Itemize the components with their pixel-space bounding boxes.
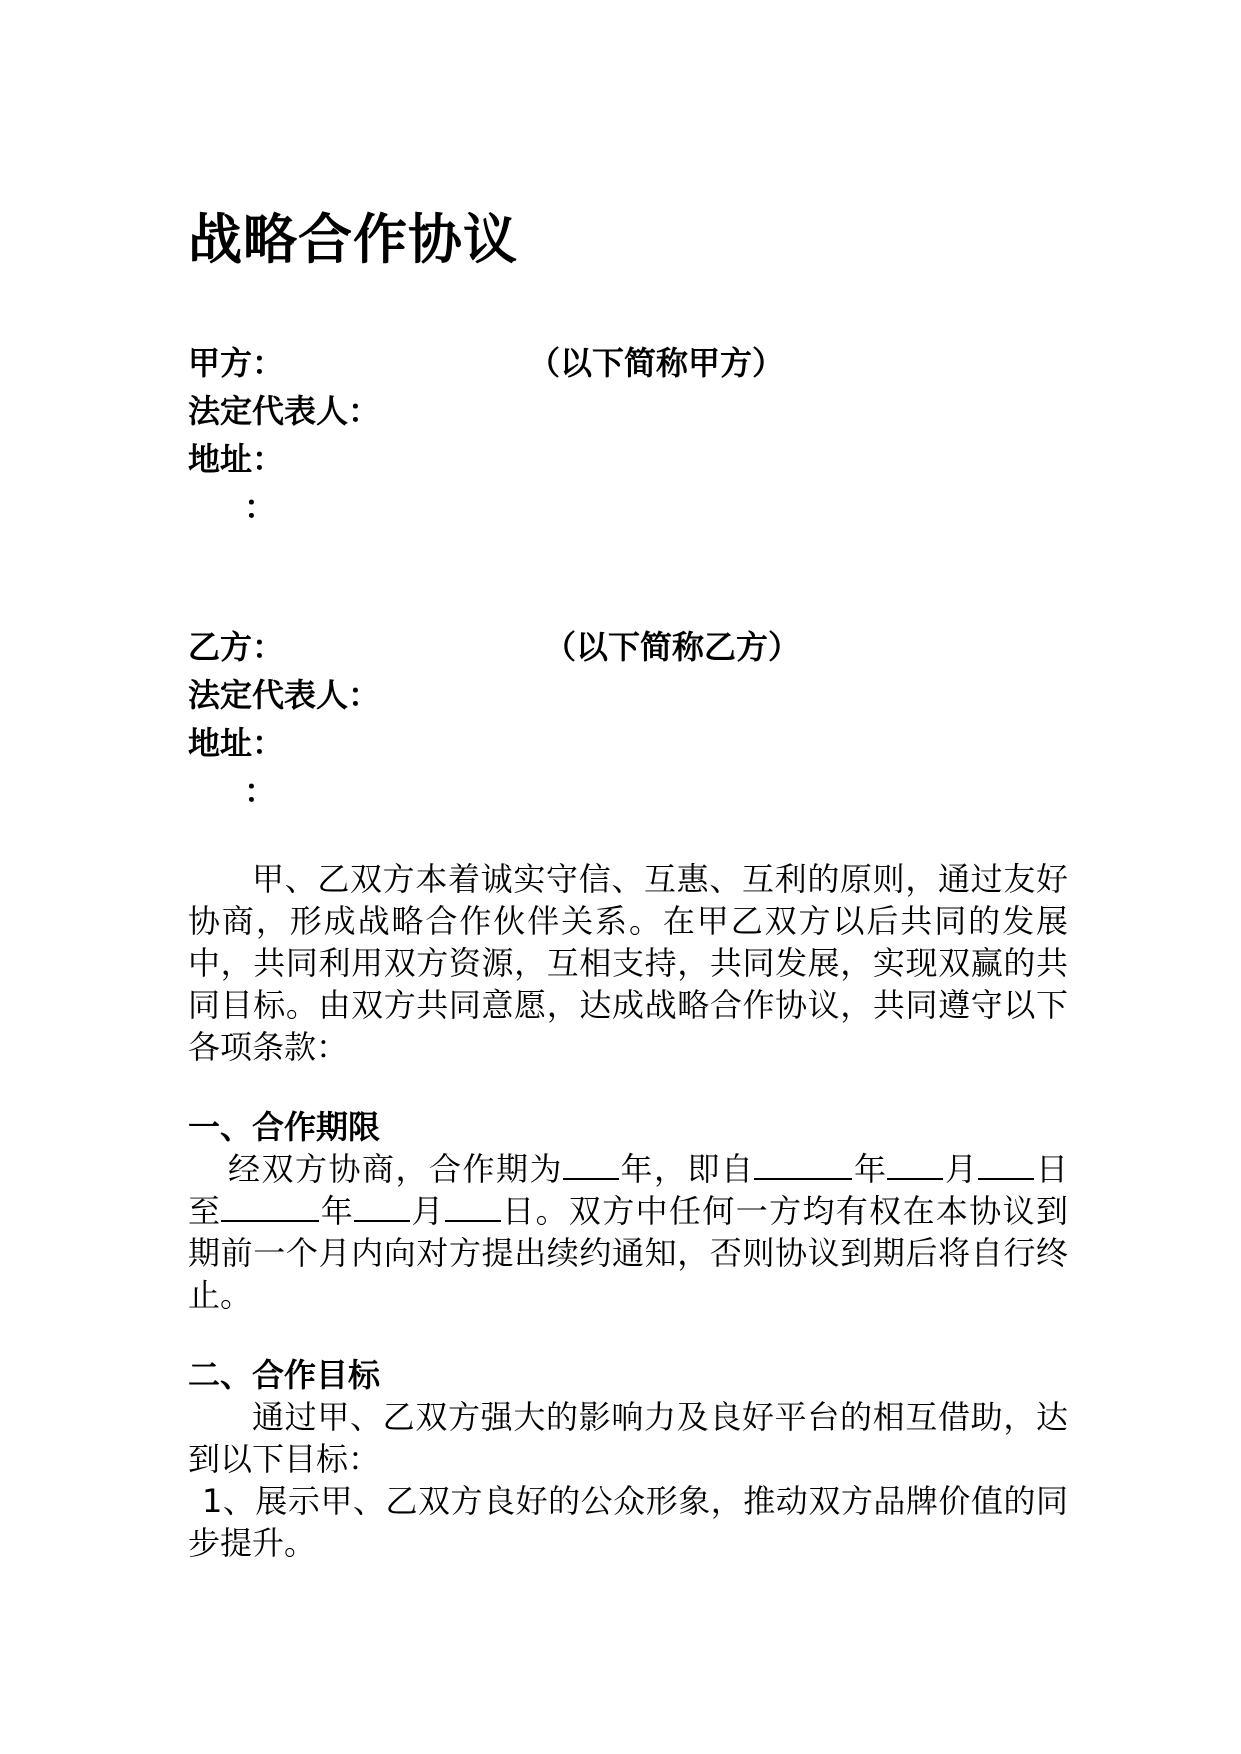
party-b-line <box>188 623 1088 671</box>
document-title: 战略合作协议 <box>188 208 518 271</box>
party-b-extra: ： <box>244 772 277 810</box>
section-goals-heading: 二、合作目标 <box>188 1356 381 1394</box>
blank-years <box>563 1148 619 1180</box>
term-text-7: 月 <box>410 1192 445 1230</box>
blank-start-year <box>754 1148 852 1180</box>
party-a-label: 甲方： <box>188 344 285 382</box>
section-term-heading: 一、合作期限 <box>188 1108 381 1146</box>
blank-start-month <box>887 1148 943 1180</box>
party-b-note: （以下简称乙方） <box>544 628 801 666</box>
blank-end-year <box>221 1190 319 1222</box>
party-a-rep: 法定代表人： <box>188 392 381 430</box>
term-text-6: 年 <box>319 1192 355 1230</box>
blank-end-day <box>445 1190 501 1222</box>
term-text-2: 年，即自 <box>618 1150 755 1188</box>
party-b-rep: 法定代表人： <box>188 676 381 714</box>
blank-end-month <box>354 1190 410 1222</box>
party-b-label: 乙方： <box>188 628 285 666</box>
section-term-paragraph <box>188 1148 1068 1316</box>
intro-block <box>188 858 1068 1068</box>
party-a-extra: ： <box>244 488 277 526</box>
party-b-address: 地址： <box>188 724 285 762</box>
term-text-5: 日至 <box>188 1150 1068 1230</box>
party-a-block <box>188 339 1088 531</box>
section-term <box>188 1106 1068 1316</box>
section-goals <box>188 1354 1068 1564</box>
blank-start-day <box>978 1148 1034 1180</box>
term-text-1: 经双方协商，合作期为 <box>228 1150 563 1188</box>
intro-paragraph: 甲、乙双方本着诚实守信、互惠、互利的原则，通过友好协商，形成战略合作伙伴关系。在甲乙双方以后共同的发展中，共同利用双方资源，互相支持，共同发展，实现双赢的共同目标。由双方共同意愿，达成战略合作协议，共同遵守以下各项条款： <box>188 860 1068 1066</box>
party-b-block <box>188 623 1088 815</box>
term-text-3: 年 <box>852 1150 888 1188</box>
section-goals-item-1: 1、展示甲、乙双方良好的公众形象，推动双方品牌价值的同步提升。 <box>188 1482 1068 1562</box>
party-a-note: （以下简称甲方） <box>528 344 785 382</box>
term-text-4: 月 <box>943 1150 979 1188</box>
party-a-address: 地址： <box>188 440 285 478</box>
term-text-8: 日。双方中任何一方均有权在本协议到期前一个月内向对方提出续约通知，否则协议到期后将自行终止。 <box>188 1192 1068 1314</box>
party-a-line <box>188 339 1088 387</box>
section-goals-intro: 通过甲、乙双方强大的影响力及良好平台的相互借助，达到以下目标： <box>188 1398 1068 1478</box>
